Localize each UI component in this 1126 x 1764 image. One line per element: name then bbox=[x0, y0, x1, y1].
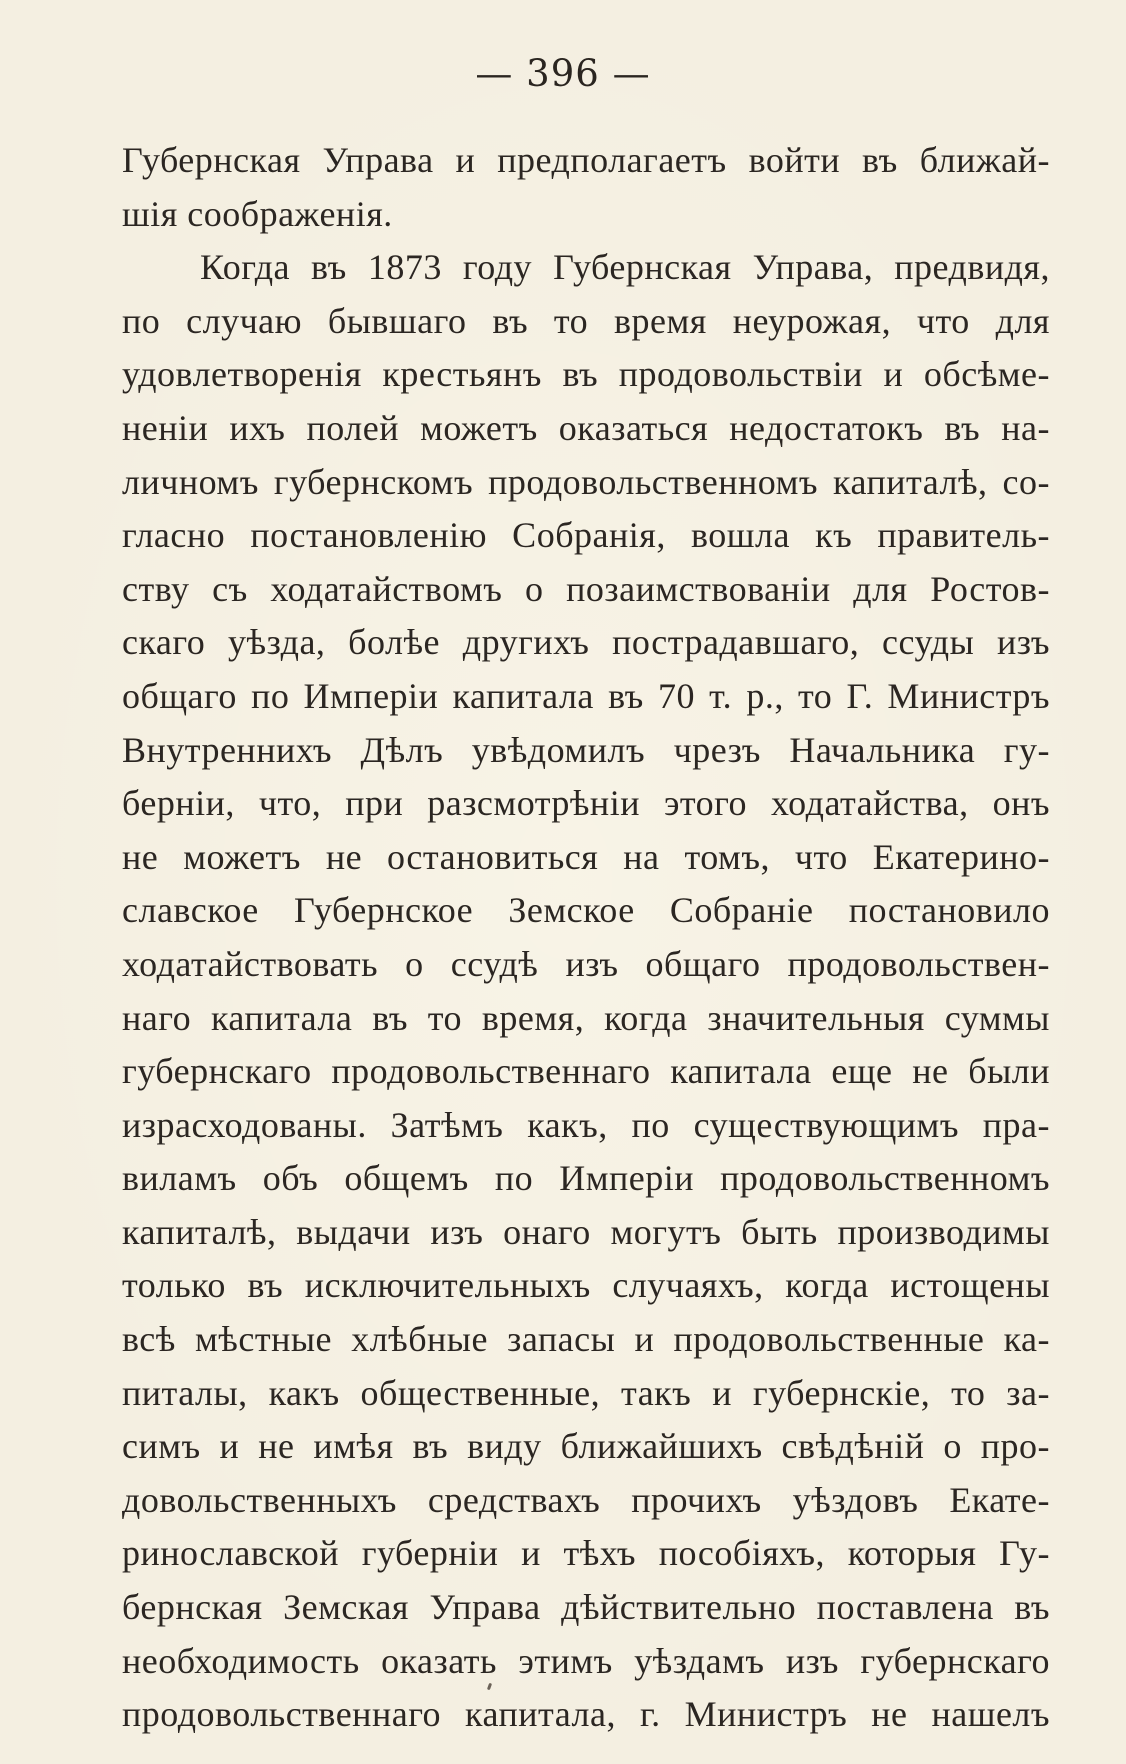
text-line: Когда въ 1873 году Губернская Управа, предвидя, bbox=[200, 247, 1050, 288]
text-line: продовольственнаго капитала, г. Министръ не нашелъ bbox=[122, 1694, 1050, 1735]
text-line: берніи, что, при разсмотрѣніи этого ходатайства, онъ bbox=[122, 783, 1050, 824]
text-line: не можетъ не остановиться на томъ, что Екатерино- bbox=[122, 836, 1050, 877]
page-number: — 396 — bbox=[475, 52, 651, 95]
text-line: виламъ объ общемъ по Имперіи продовольственномъ bbox=[122, 1158, 1050, 1199]
text-line: бернская Земская Управа дѣйствительно поставлена въ bbox=[122, 1587, 1050, 1628]
text-line: ходатайствовать о ссудѣ изъ общаго продовольствен- bbox=[122, 943, 1050, 984]
text-line: удовлетворенія крестьянъ въ продовольствіи и обсѣме- bbox=[122, 354, 1050, 395]
text-line: славское Губернское Земское Собраніе постановило bbox=[122, 890, 1050, 931]
text-line: неніи ихъ полей можетъ оказаться недостатокъ въ на- bbox=[122, 407, 1050, 448]
text-line: симъ и не имѣя въ виду ближайшихъ свѣдѣній о про- bbox=[122, 1426, 1050, 1467]
text-line: наго капитала въ то время, когда значительныя суммы bbox=[122, 997, 1050, 1038]
text-line: шія соображенія. bbox=[122, 193, 393, 234]
body-text bbox=[122, 134, 1050, 1742]
text-line: питалы, какъ общественные, такъ и губернскіе, то за- bbox=[122, 1372, 1050, 1413]
text-line: довольственныхъ средствахъ прочихъ уѣздовъ Екате- bbox=[122, 1479, 1050, 1520]
text-line: скаго уѣзда, болѣе другихъ пострадавшаго, ссуды изъ bbox=[122, 622, 1050, 663]
text-line: ринославской губерніи и тѣхъ пособіяхъ, которыя Гу- bbox=[122, 1533, 1050, 1574]
text-line: ству съ ходатайствомъ о позаимствованіи для Ростов- bbox=[122, 568, 1050, 609]
text-line: только въ исключительныхъ случаяхъ, когда истощены bbox=[122, 1265, 1050, 1306]
text-line: Внутреннихъ Дѣлъ увѣдомилъ чрезъ Начальника гу- bbox=[122, 729, 1050, 770]
text-line: капиталѣ, выдачи изъ онаго могутъ быть производимы bbox=[122, 1211, 1050, 1252]
text-line: всѣ мѣстные хлѣбные запасы и продовольственные ка- bbox=[122, 1319, 1050, 1360]
text-line: по случаю бывшаго въ то время неурожая, что для bbox=[122, 300, 1050, 341]
text-line: необходимость оказать этимъ уѣздамъ изъ губернскаго bbox=[122, 1640, 1050, 1681]
text-line: общаго по Имперіи капитала въ 70 т. р., то Г. Министръ bbox=[122, 675, 1050, 716]
text-line: израсходованы. Затѣмъ какъ, по существующимъ пра- bbox=[122, 1104, 1050, 1145]
text-line: Губернская Управа и предполагаетъ войти въ ближай- bbox=[122, 140, 1050, 180]
text-line: личномъ губернскомъ продовольственномъ капиталѣ, со- bbox=[122, 461, 1050, 502]
text-line: гласно постановленію Собранія, вошла къ правитель- bbox=[122, 515, 1050, 556]
text-line: губернскаго продовольственнаго капитала еще не были bbox=[122, 1051, 1050, 1092]
